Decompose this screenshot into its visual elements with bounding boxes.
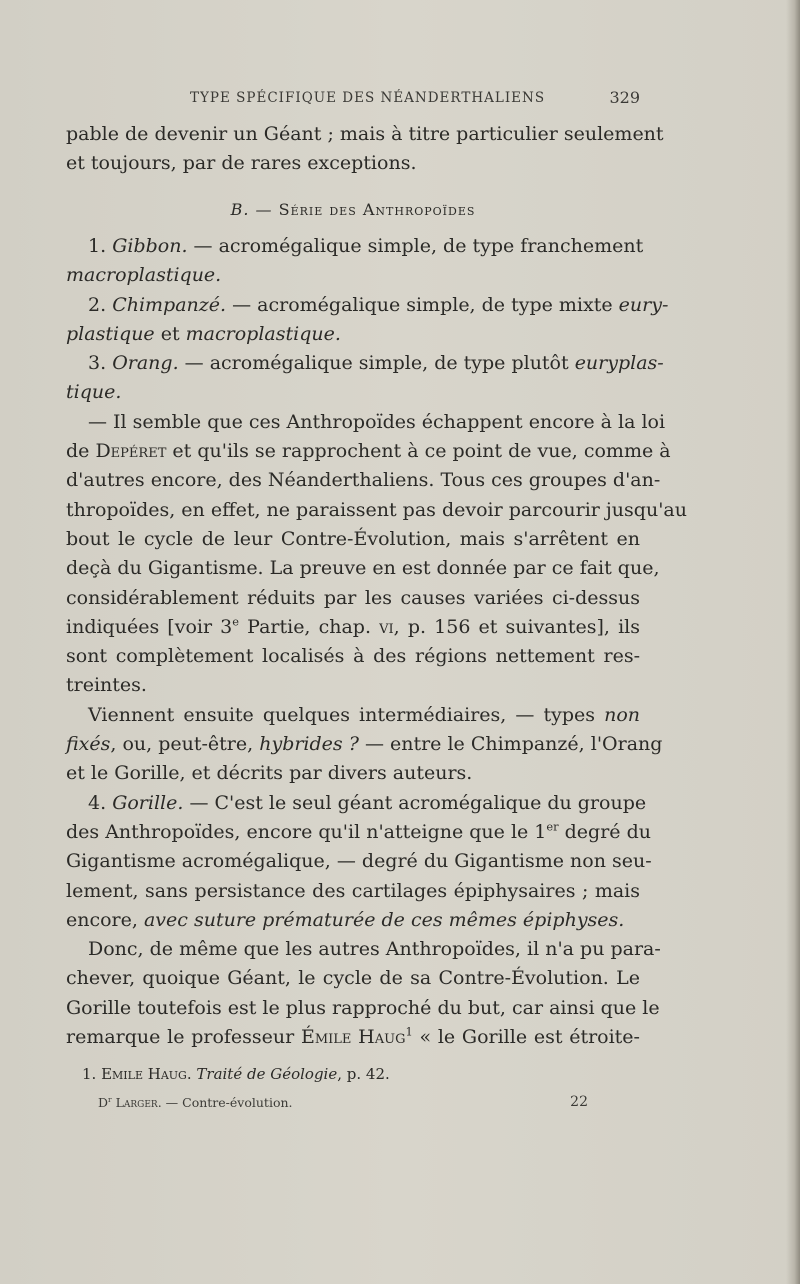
item-text-italic: euryplas- xyxy=(574,352,664,375)
text-line: chever, quoique Géant, le cycle de sa Contre-Évolution. Le xyxy=(66,967,640,990)
text-line: lement, sans persistance des cartilages épiphysaires ; mais xyxy=(66,879,640,902)
item-text: et xyxy=(154,322,186,345)
text-line xyxy=(66,730,663,759)
footnote-page: , p. 42. xyxy=(337,1065,390,1083)
text-line: Gigantisme acromégalique, — degré du Gigantisme non seu- xyxy=(66,850,652,873)
footnote-number: 1. xyxy=(82,1065,102,1083)
item-text: — acromégalique simple, de type franchement xyxy=(187,235,644,257)
text-fragment: indiquées [voir 3 xyxy=(66,615,233,638)
text-line: Gorille toutefois est le plus rapproché du but, car ainsi que le xyxy=(66,996,660,1019)
superscript: er xyxy=(546,819,559,834)
item-text: — C'est le seul géant acromégalique du groupe xyxy=(183,791,647,814)
text-line xyxy=(66,349,664,378)
chapter-numeral: vi xyxy=(379,615,394,638)
item-text: — acromégalique simple, de type plutôt xyxy=(178,352,575,375)
text-line xyxy=(66,818,651,847)
author-name: Émile Haug xyxy=(300,1026,406,1049)
running-head-title: TYPE SPÉCIFIQUE DES NÉANDERTHALIENS xyxy=(190,90,546,106)
page-number: 329 xyxy=(609,88,640,107)
running-head xyxy=(190,90,640,110)
text-line xyxy=(66,320,640,349)
signature-work: . — Contre-évolution. xyxy=(157,1095,293,1110)
text-line: pable de devenir un Géant ; mais à titre particulier seulement xyxy=(66,123,664,145)
footnote-separator: . xyxy=(186,1065,197,1083)
item-text-italic: macroplastique. xyxy=(185,322,341,345)
opening-paragraph xyxy=(66,120,664,179)
item-number: 4. xyxy=(88,791,107,814)
signature-author: Larger xyxy=(111,1095,158,1110)
text-line: deçà du Gigantisme. La preuve en est donnée par ce fait que, xyxy=(66,557,660,580)
footnote xyxy=(82,1065,390,1083)
text-line xyxy=(66,232,644,261)
superscript: r xyxy=(108,1094,112,1104)
text-italic: hybrides ? xyxy=(259,733,359,756)
item-number: 1. xyxy=(88,235,107,257)
footnote-author: Emile Haug xyxy=(101,1065,187,1083)
text-fragment: « le Gorille est étroite- xyxy=(412,1026,640,1049)
text-fragment: des Anthropoïdes, encore qu'il n'atteigne que le 1 xyxy=(66,820,547,843)
footnote-work: Traité de Géologie xyxy=(196,1065,338,1083)
text-line: — Il semble que ces Anthropoïdes échappent encore à la loi xyxy=(88,410,666,433)
page-edge xyxy=(786,0,800,1284)
text-line: thropoïdes, en effet, ne paraissent pas devoir parcourir jusqu'au xyxy=(66,498,687,521)
item-number: 2. xyxy=(88,293,107,316)
text-line: et toujours, par de rares exceptions. xyxy=(66,152,417,175)
item-name: Chimpanzé. xyxy=(112,293,227,316)
text-line xyxy=(66,701,640,730)
text-line xyxy=(66,1023,640,1052)
section-heading xyxy=(66,200,640,219)
text-italic: non xyxy=(604,703,640,726)
text-line: treintes. xyxy=(66,674,147,697)
item-text-italic: plastique xyxy=(66,322,155,345)
text-italic: avec suture prématurée de ces mêmes épiphyses. xyxy=(143,908,625,931)
text-line: et le Gorille, et décrits par divers auteurs. xyxy=(66,762,473,785)
text-line xyxy=(66,906,640,935)
text-line xyxy=(66,789,647,818)
text-line: bout le cycle de leur Contre-Évolution, mais s'arrêtent en xyxy=(66,527,640,550)
text-line: considérablement réduits par les causes variées ci-dessus xyxy=(66,586,640,609)
text-line: sont complètement localisés à des régions nettement res- xyxy=(66,645,640,668)
item-number: 3. xyxy=(88,352,107,375)
text-line xyxy=(66,437,671,466)
text-fragment: remarque le professeur xyxy=(66,1026,301,1049)
signature-prefix: D xyxy=(98,1095,109,1110)
text-italic: fixés xyxy=(66,733,111,756)
text-fragment: Partie, chap. xyxy=(239,615,380,638)
text-fragment: , ou, peut-être, xyxy=(110,733,260,756)
text-line: d'autres encore, des Néanderthaliens. Tous ces groupes d'an- xyxy=(66,469,661,492)
item-name: Gibbon. xyxy=(112,235,188,257)
text-line: Donc, de même que les autres Anthropoïdes, il n'a pu para- xyxy=(88,938,661,961)
section-letter: B. — xyxy=(230,200,273,219)
main-text xyxy=(66,232,687,1052)
superscript: e xyxy=(232,614,240,629)
item-text: — acromégalique simple, de type mixte xyxy=(226,293,619,316)
text-fragment: de xyxy=(66,440,96,463)
text-fragment: et qu'ils se rapprochent à ce point de vue, comme à xyxy=(166,440,671,463)
text-fragment: , p. 156 et suivantes], ils xyxy=(393,615,640,638)
text-fragment: Viennent ensuite quelques intermédiaires, — types xyxy=(88,703,605,726)
item-name: Orang. xyxy=(112,352,179,375)
item-text-italic: eury- xyxy=(618,293,669,316)
author-name: Depéret xyxy=(95,440,167,463)
signature-sheet-number: 22 xyxy=(570,1094,588,1110)
section-title: Série des Anthropoïdes xyxy=(278,200,476,219)
text-line: tique. xyxy=(66,381,122,404)
text-fragment: encore, xyxy=(66,908,144,931)
signature-left xyxy=(98,1095,293,1110)
text-line xyxy=(66,291,669,320)
item-name: Gorille. xyxy=(112,791,184,814)
text-fragment: — entre le Chimpanzé, l'Orang xyxy=(358,733,663,756)
footnote-marker: 1 xyxy=(405,1024,413,1039)
text-fragment: degré du xyxy=(558,820,651,843)
text-line xyxy=(66,613,640,642)
text-line: macroplastique. xyxy=(66,264,222,287)
